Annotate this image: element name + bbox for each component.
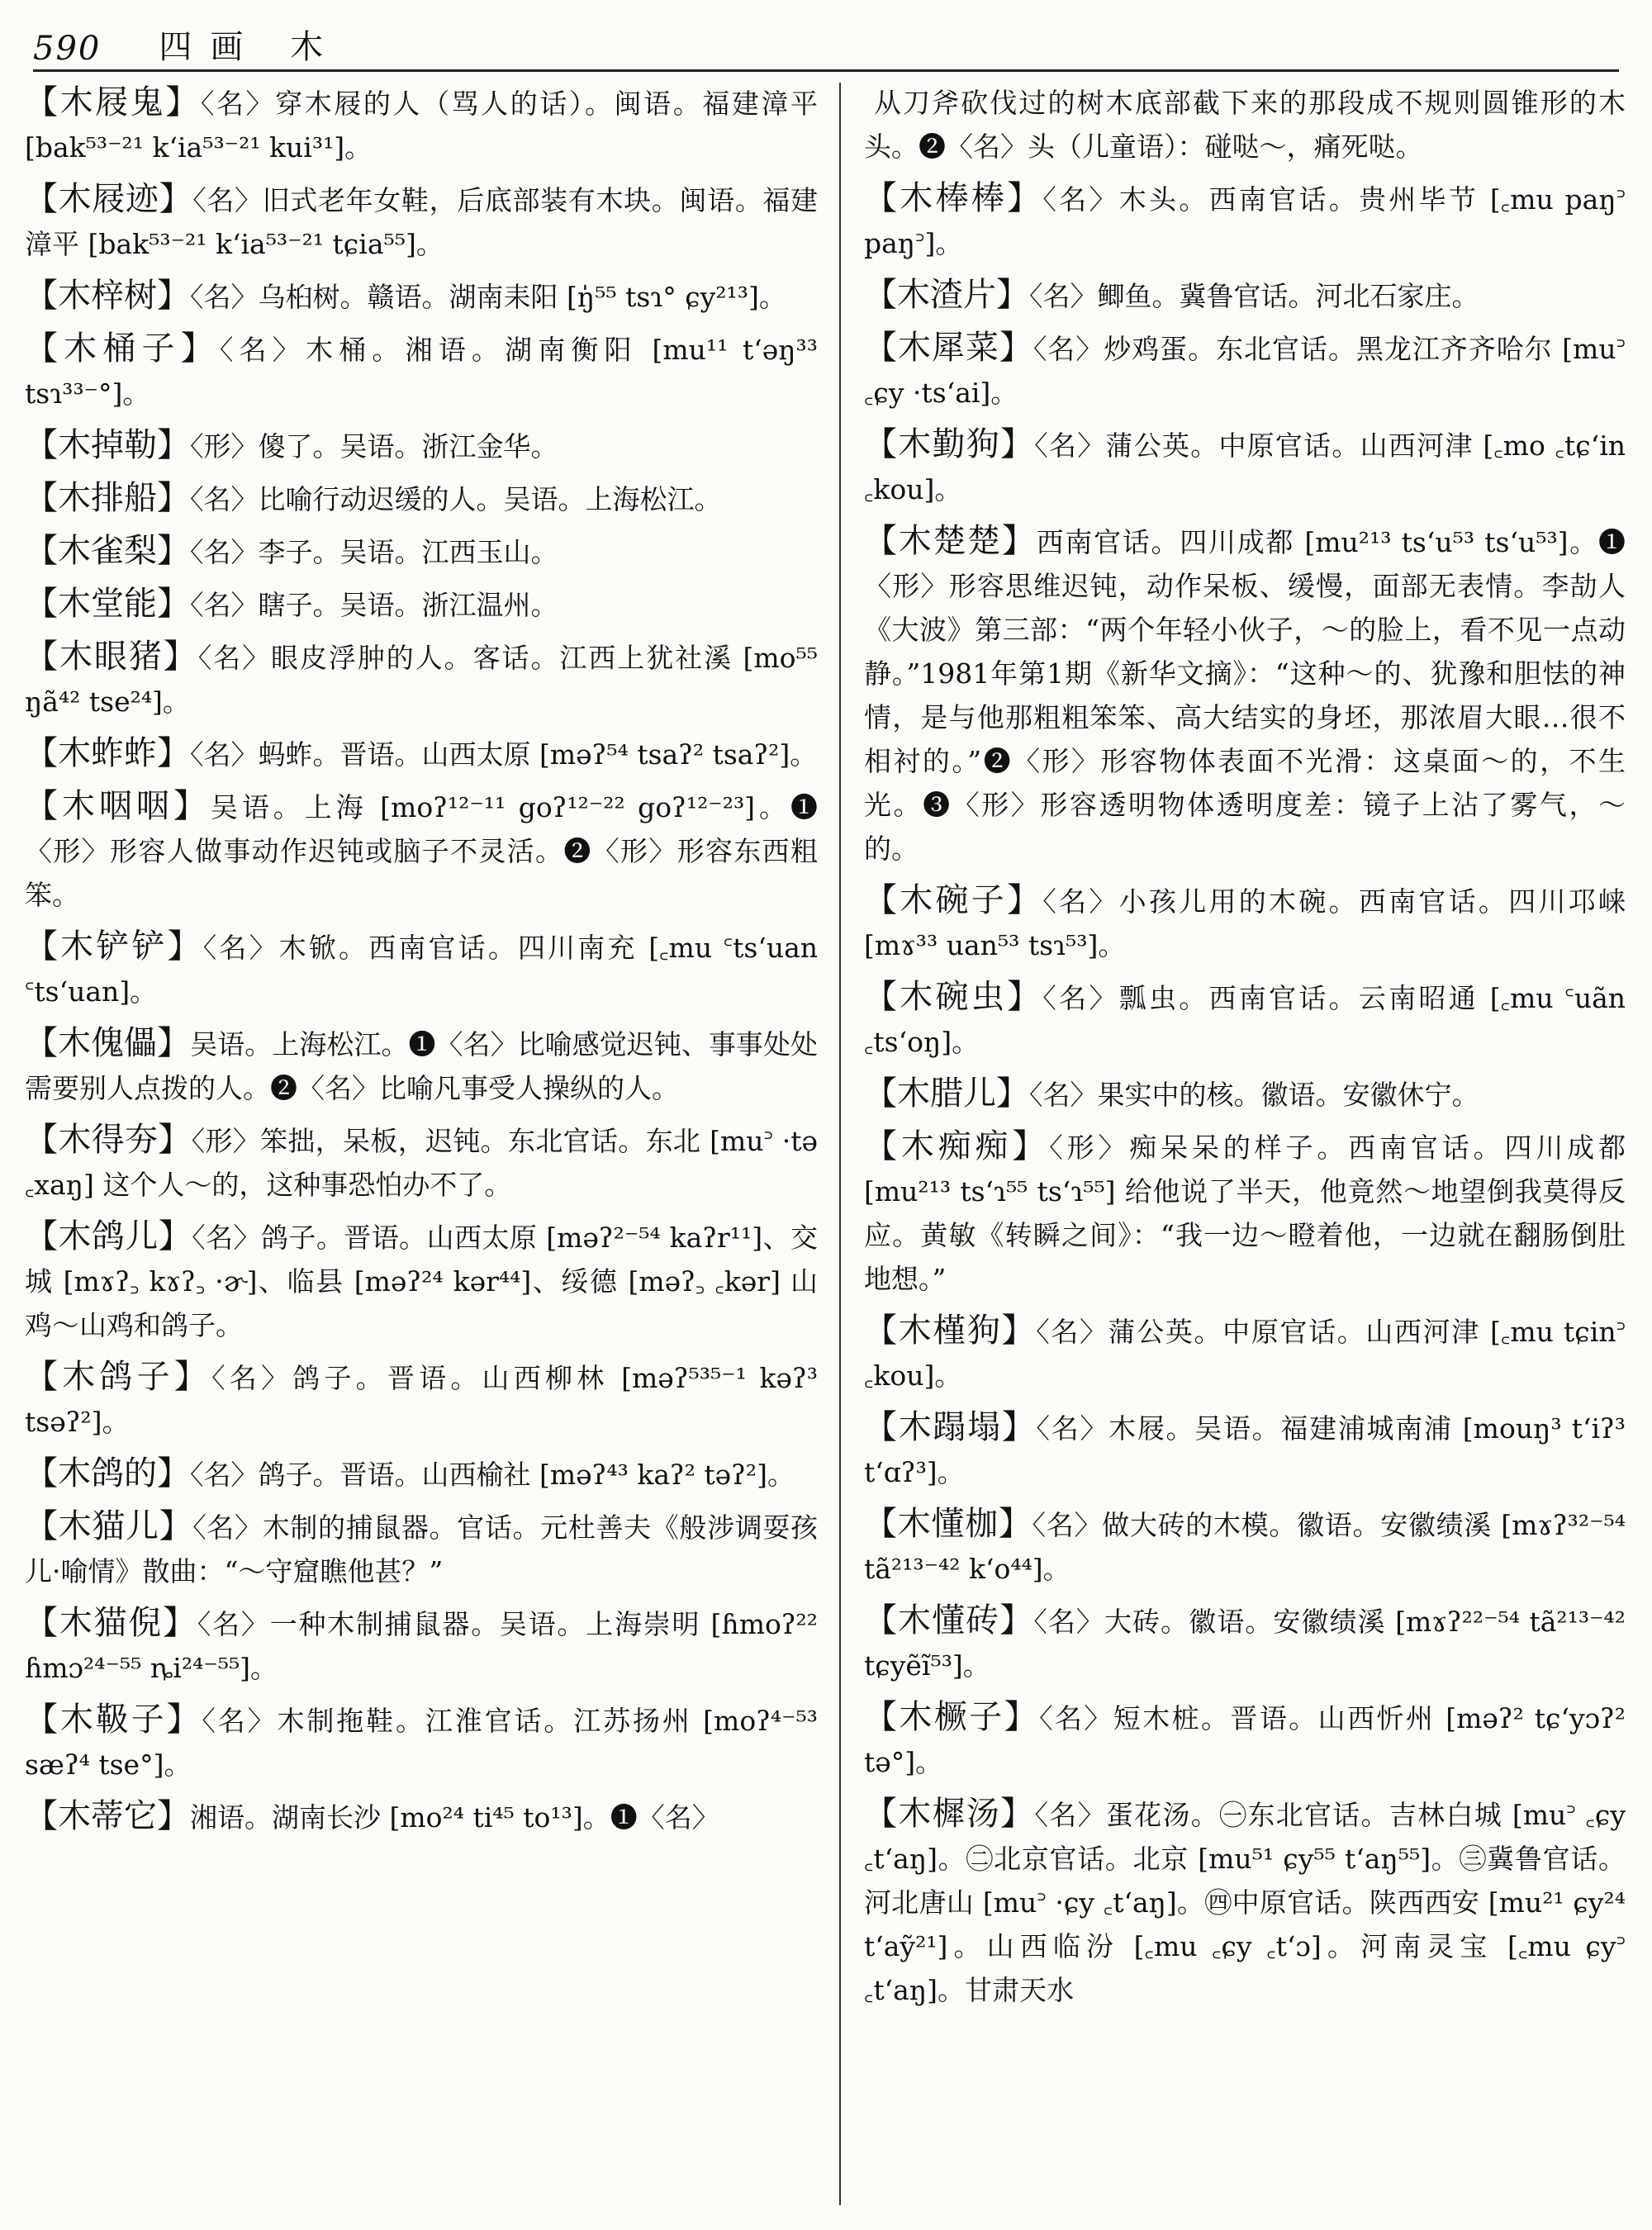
entry-headword: 【木堂能】	[25, 585, 190, 623]
entry-definition: 〈形〉痴呆呆的样子。西南官话。四川成都 [mu²¹³ ts‘ɿ⁵⁵ ts‘ɿ⁵⁵] 给他说了半天，他竟然～地望倒我莫得反应。黄敏《转瞬之间》：“我一边～瞪着他，一边就在翻肠倒肚地想。”	[864, 1132, 1626, 1295]
entry-definition: 〈名〉木屐。吴语。福建浦城南浦 [mouŋ³ t‘iʔ³ t‘ɑʔ³]。	[864, 1412, 1626, 1488]
entry-definition: 〈名〉木头。西南官话。贵州毕节 [꜀mu paŋ꜄ paŋ꜄]。	[864, 183, 1626, 259]
entry-definition: 〈形〉笨拙，呆板，迟钝。东北官话。东北 [mu꜄ ·tə ꜀xaŋ] 这个人～的，这种事恐怕办不了。	[25, 1125, 818, 1201]
entry-definition: 〈名〉比喻行动迟缓的人。吴语。上海松江。	[190, 483, 722, 515]
entry-headword: 【木屐鬼】	[25, 83, 201, 121]
dictionary-entry	[25, 635, 818, 724]
entry-headword: 【木蚱蚱】	[25, 734, 190, 772]
dictionary-entry	[864, 1309, 1626, 1397]
continued-text: 从刀斧砍伐过的树木底部截下来的那段成不规则圆锥形的木头。❷〈名〉头（儿童语）：碰哒～，痛死哒。	[864, 87, 1626, 163]
entry-headword: 【木懂砖】	[864, 1601, 1034, 1639]
entry-definition: 〈名〉蒲公英。中原官话。山西河津 [꜀mo ꜀tɕ‘in ꜀kou]。	[864, 429, 1626, 505]
dictionary-entry	[25, 1795, 818, 1839]
entry-headword: 【木铲铲】	[25, 928, 203, 966]
entry-definition: 〈名〉大砖。徽语。安徽绩溪 [mɤʔ²²⁻⁵⁴ tã²¹³⁻⁴² tɕyẽĩ⁵³]。	[864, 1606, 1626, 1682]
dictionary-entry	[864, 1406, 1626, 1494]
dictionary-entry	[25, 732, 818, 776]
entry-headword: 【木腊儿】	[864, 1075, 1029, 1113]
entry-definition: 〈名〉鲫鱼。冀鲁官话。河北石家庄。	[1029, 280, 1479, 312]
dictionary-entry	[25, 1698, 818, 1786]
entry-headword: 【木雀梨】	[25, 532, 190, 570]
entry-definition: 〈名〉木制拖鞋。江淮官话。江苏扬州 [moʔ⁴⁻⁵³ sæʔ⁴ tse°]。	[25, 1705, 818, 1781]
entry-headword: 【木橛子】	[864, 1698, 1040, 1736]
entry-headword: 【木鸽儿】	[25, 1217, 192, 1255]
dictionary-entry	[25, 1452, 818, 1497]
dictionary-entry	[25, 424, 818, 468]
entry-definition: 〈名〉李子。吴语。江西玉山。	[190, 536, 558, 568]
entry-headword: 【木鸽子】	[25, 1358, 212, 1396]
dictionary-entry	[25, 785, 818, 917]
entry-headword: 【木桶子】	[25, 330, 220, 368]
dictionary-entry	[25, 1601, 818, 1690]
entry-definition: 〈名〉木桶。湘语。湖南衡阳 [mu¹¹ t‘əŋ³³ tsɿ³³⁻°]。	[25, 334, 818, 410]
entry-definition: 湘语。湖南长沙 [mo²⁴ ti⁴⁵ to¹³]。❶〈名〉	[190, 1801, 719, 1834]
entry-definition: 〈名〉一种木制捕鼠器。吴语。上海崇明 [ɦmoʔ²² ɦmɔ²⁴⁻⁵⁵ ȵi²⁴⁻⁵⁵]。	[25, 1608, 818, 1684]
entry-definition: 〈名〉炒鸡蛋。东北官话。黑龙江齐齐哈尔 [mu꜄ ꜀ɕy ·ts‘ai]。	[864, 333, 1626, 409]
entry-definition: 〈形〉傻了。吴语。浙江金华。	[190, 430, 558, 463]
entry-headword: 【木碗虫】	[864, 978, 1043, 1016]
entry-headword: 【木渣片】	[864, 276, 1029, 314]
page-number: 590	[33, 30, 102, 68]
dictionary-entry	[864, 1696, 1626, 1784]
entry-definition: 〈名〉鸽子。晋语。山西柳林 [məʔ⁵³⁵⁻¹ kəʔ³ tsəʔ²]。	[25, 1362, 818, 1438]
entry-headword: 【木楚楚】	[864, 522, 1037, 560]
entry-headword: 【木傀儡】	[25, 1024, 191, 1062]
dictionary-entry	[25, 327, 818, 415]
section-title: 四画 木	[159, 28, 342, 66]
entry-definition: 〈名〉眼皮浮肿的人。客话。江西上犹社溪 [mo⁵⁵ ŋã⁴² tse²⁴]。	[25, 642, 818, 718]
entry-definition: 〈名〉木制的捕鼠器。官话。元杜善夫《般涉调耍孩儿·喻情》散曲：“～守窟瞧他甚？”	[25, 1511, 818, 1587]
right-column	[864, 81, 1626, 2213]
entry-headword: 【木靸子】	[25, 1701, 202, 1739]
entry-definition: 吴语。上海松江。❶〈名〉比喻感觉迟钝、事事处处需要别人点拨的人。❷〈名〉比喻凡事受人操纵的人。	[25, 1028, 818, 1104]
entry-headword: 【木屐迹】	[25, 180, 193, 218]
header-rule	[33, 69, 1619, 72]
dictionary-entry	[25, 529, 818, 574]
entry-definition: 〈名〉蚂蚱。晋语。山西太原 [məʔ⁵⁴ tsaʔ² tsaʔ²]。	[190, 738, 818, 771]
dictionary-entry	[864, 975, 1626, 1064]
entry-headword: 【木棒棒】	[864, 179, 1043, 217]
entry-definition: 〈名〉果实中的核。徽语。安徽休宁。	[1029, 1079, 1479, 1111]
entry-headword: 【木槿狗】	[864, 1312, 1037, 1350]
entry-headword: 【木懂枷】	[864, 1505, 1032, 1543]
dictionary-entry	[25, 81, 818, 169]
entry-headword: 【木樨汤】	[864, 1795, 1035, 1833]
entry-headword: 【木猫倪】	[25, 1604, 197, 1642]
entry-definition: 〈名〉小孩儿用的木碗。西南官话。四川邛崃 [mɤ³³ uan⁵³ tsɿ⁵³]。	[864, 885, 1626, 961]
dictionary-entry	[864, 1599, 1626, 1687]
entry-definition: 〈名〉鸽子。晋语。山西太原 [məʔ²⁻⁵⁴ kaʔr¹¹]、交城 [mɤʔ꜆ kɤʔ꜆ ·ɚ]、临县 [məʔ²⁴ kər⁴⁴]、绥德 [məʔ꜆ ꜀kər] 山鸡～山鸡和鸽子。	[25, 1222, 818, 1341]
dictionary-entry	[864, 1792, 1626, 2012]
dictionary-entry	[864, 1125, 1626, 1301]
entry-headword: 【木咽咽】	[25, 787, 211, 825]
dictionary-entry	[25, 925, 818, 1013]
page-header	[33, 17, 1619, 68]
entry-definition: 〈名〉做大砖的木模。徽语。安徽绩溪 [mɤʔ³²⁻⁵⁴ tã²¹³⁻⁴² k‘o⁴⁴]。	[864, 1509, 1626, 1585]
dictionary-entry	[864, 520, 1626, 871]
entry-headword: 【木碗子】	[864, 881, 1043, 919]
entry-headword: 【木眼猪】	[25, 638, 198, 676]
entry-headword: 【木梓树】	[25, 277, 190, 315]
entry-definition: 〈名〉鸽子。晋语。山西榆社 [məʔ⁴³ kaʔ² təʔ²]。	[190, 1459, 795, 1491]
dictionary-entry	[864, 326, 1626, 415]
column-divider	[839, 83, 841, 2205]
entry-headword: 【木掉勒】	[25, 426, 190, 464]
entry-headword: 【木鸽的】	[25, 1454, 190, 1492]
dictionary-entry	[864, 423, 1626, 511]
dictionary-entry	[25, 582, 818, 627]
entry-headword: 【木猫儿】	[25, 1507, 193, 1545]
dictionary-entry	[25, 274, 818, 319]
entry-headword: 【木蒂它】	[25, 1797, 190, 1835]
dictionary-entry	[25, 1215, 818, 1347]
entry-definition: 〈名〉蛋花汤。㊀东北官话。吉林白城 [mu꜄ ꜀ɕy ꜀t‘aŋ]。㊁北京官话。北京 [mu⁵¹ ɕy⁵⁵ t‘aŋ⁵⁵]。㊂冀鲁官话。河北唐山 [mu꜄ ·ɕy ꜀t‘aŋ]。㊃中原官话。陕西西安 [mu²¹ ɕy²⁴ t‘aỹ²¹]。山西临汾 [꜀mu ꜀ɕy ꜀t‘ɔ]。河南灵宝 [꜀mu ɕy꜄ ꜀t‘aŋ]。甘肃天水	[864, 1799, 1626, 2006]
dictionary-entry	[864, 879, 1626, 967]
entry-definition: 〈名〉短木桩。晋语。山西忻州 [məʔ² tɕ‘yɔʔ² tə°]。	[864, 1702, 1626, 1778]
entry-definition: 〈名〉穿木屐的人（骂人的话）。闽语。福建漳平 [bak⁵³⁻²¹ k‘ia⁵³⁻²¹ kui³¹]。	[25, 88, 818, 164]
entry-definition: 吴语。上海 [moʔ¹²⁻¹¹ goʔ¹²⁻²² goʔ¹²⁻²³]。❶〈形〉形容人做事动作迟钝或脑子不灵活。❷〈形〉形容东西粗笨。	[25, 791, 818, 911]
entry-headword: 【木得夯】	[25, 1121, 192, 1159]
dictionary-entry	[25, 1355, 818, 1444]
entry-definition: 〈名〉旧式老年女鞋，后底部装有木块。闽语。福建漳平 [bak⁵³⁻²¹ k‘ia⁵³⁻²¹ tɕia⁵⁵]。	[25, 184, 818, 260]
entry-definition: 〈名〉蒲公英。中原官话。山西河津 [꜀mu tɕin꜄ ꜀kou]。	[864, 1316, 1626, 1392]
entry-definition: 〈名〉瓢虫。西南官话。云南昭通 [꜀mu ꜂uãn ꜀ts‘oŋ]。	[864, 982, 1626, 1058]
dictionary-entry	[864, 273, 1626, 318]
left-column	[25, 81, 818, 2213]
entry-definition: 〈名〉瞎子。吴语。浙江温州。	[190, 589, 558, 621]
dictionary-entry	[25, 178, 818, 266]
dictionary-entry	[25, 1118, 818, 1207]
dictionary-entry	[864, 1072, 1626, 1117]
entry-definition: 〈名〉木锨。西南官话。四川南充 [꜀mu ꜂ts‘uan ꜂ts‘uan]。	[25, 932, 818, 1008]
dictionary-entry	[25, 1022, 818, 1110]
entry-definition: 西南官话。四川成都 [mu²¹³ ts‘u⁵³ ts‘u⁵³]。❶〈形〉形容思维迟钝，动作呆板、缓慢，面部无表情。李劼人《大波》第三部：“两个年轻小伙子，～的脸上，看不见一点动静。”1981年第1期《新华文摘》：“这种～的、犹豫和胆怯的神情，是与他那粗粗笨笨、高大结实的身坯，那浓眉大眼…很不相衬的。”❷〈形〉形容物体表面不光滑：这桌面～的，不生光。❸〈形〉形容透明物体透明度差：镜子上沾了雾气，～的。	[864, 526, 1626, 865]
dictionary-entry	[25, 477, 818, 521]
entry-headword: 【木排船】	[25, 479, 190, 517]
dictionary-entry	[864, 177, 1626, 265]
entry-definition: 〈名〉乌桕树。赣语。湖南耒阳 [ŋ̍⁵⁵ tsɿ° ɕy²¹³]。	[190, 281, 786, 313]
entry-headword: 【木勤狗】	[864, 425, 1035, 463]
dictionary-entry	[25, 1505, 818, 1593]
entry-headword: 【木痴痴】	[864, 1127, 1050, 1165]
dictionary-entry	[864, 1502, 1626, 1591]
entry-headword: 【木蹋塌】	[864, 1408, 1037, 1446]
entry-headword: 【木犀菜】	[864, 329, 1033, 367]
